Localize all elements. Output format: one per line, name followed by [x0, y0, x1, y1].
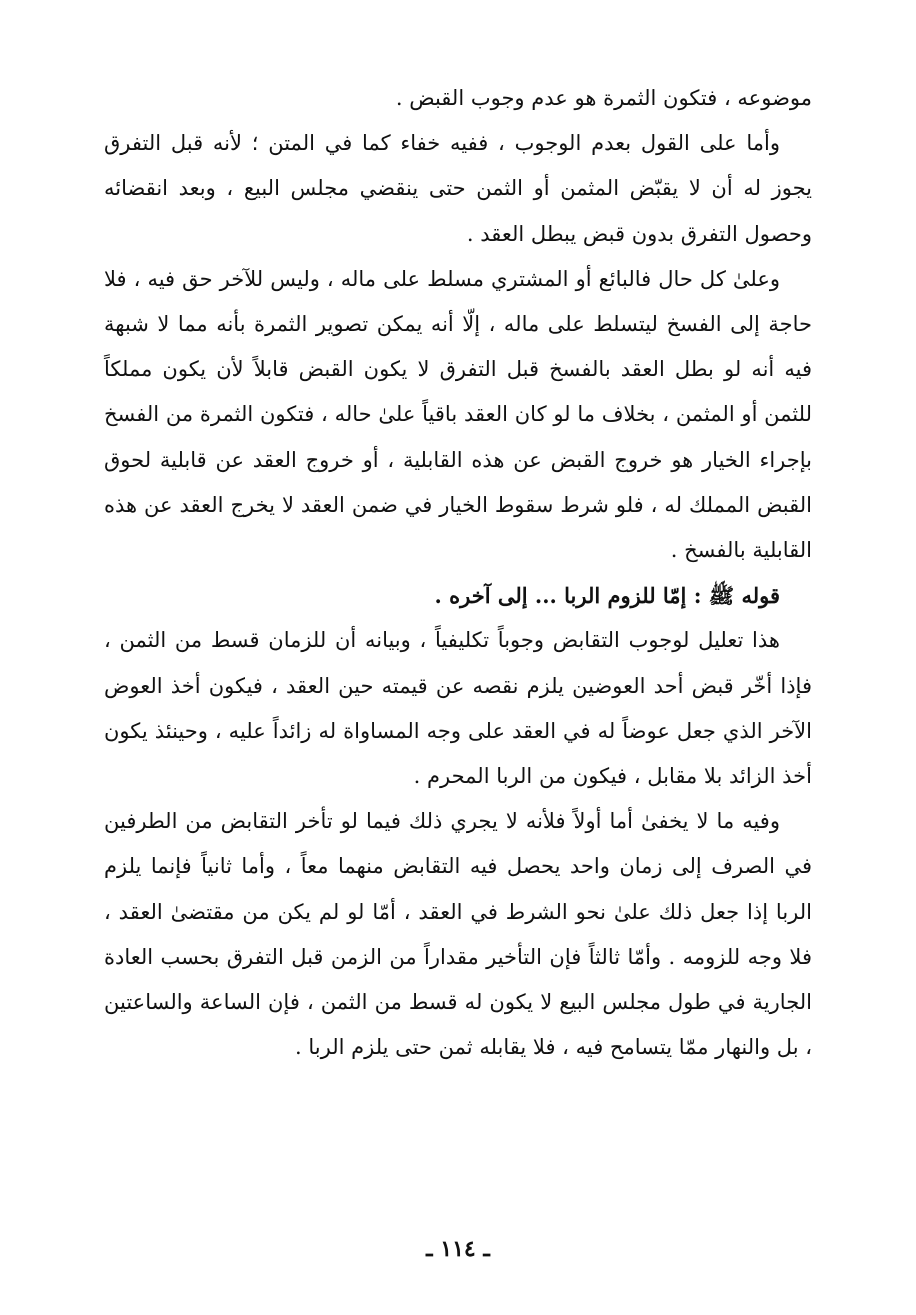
quote-heading: قوله ﷺ : إمّا للزوم الربا ... إلى آخره . [434, 583, 780, 609]
body-text [104, 76, 812, 1070]
paragraph: هذا تعليل لوجوب التقابض وجوباً تكليفياً ، وبيانه أن للزمان قسط من الثمن ، فإذا أخّر قبض أحد العوضين يلزم نقصه عن قيمته حين العقد ، فيكون أخذ العوض الآخر الذي جعل عوضاً له في العقد على وجه المساواة له زائداً عليه ، وحينئذ يكون أخذ الزائد بلا مقابل ، فيكون من الربا المحرم . [104, 628, 812, 789]
paragraph: وفيه ما لا يخفىٰ أما أولاً فلأنه لا يجري ذلك فيما لو تأخر التقابض من الطرفين في الصرف إلى زمان واحد يحصل فيه التقابض منهما معاً ، وأما ثانياً فإنما يلزم الربا إذا جعل ذلك علىٰ نحو الشرط في العقد ، أمّا لو لم يكن من مقتضىٰ العقد ، فلا وجه للزومه . وأمّا ثالثاً فإن التأخير مقداراً من الزمن قبل التفرق بحسب العادة الجارية في طول مجلس البيع لا يكون له قسط من الثمن ، فإن الساعة والساعتين ، بل والنهار ممّا يتسامح فيه ، فلا يقابله ثمن حتى يلزم الربا . [104, 809, 812, 1060]
paragraph: وأما على القول بعدم الوجوب ، ففيه خفاء كما في المتن ؛ لأنه قبل التفرق يجوز له أن لا يقبّض المثمن أو الثمن حتى ينقضي مجلس البيع ، وبعد انقضائه وحصول التفرق بدون قبض يبطل العقد . [104, 131, 812, 246]
paragraph-continuation: موضوعه ، فتكون الثمرة هو عدم وجوب القبض . [395, 86, 812, 110]
paragraph: وعلىٰ كل حال فالبائع أو المشتري مسلط على ماله ، وليس للآخر حق فيه ، فلا حاجة إلى الفسخ ليتسلط على ماله ، إلّا أنه يمكن تصوير الثمرة بأنه مما لا شبهة فيه أنه لو بطل العقد بالفسخ قبل التفرق لا يكون القبض قابلاً لأن يكون مملكاً للثمن أو المثمن ، بخلاف ما لو كان العقد باقياً علىٰ حاله ، فتكون الثمرة من الفسخ بإجراء الخيار هو خروج القبض عن هذه القابلية ، أو خروج العقد عن قابلية لحوق القبض المملك له ، فلو شرط سقوط الخيار في ضمن العقد لا يخرج العقد عن هذه القابلية بالفسخ . [104, 266, 812, 563]
page-number: ـ ١١٤ ـ [426, 1236, 490, 1262]
